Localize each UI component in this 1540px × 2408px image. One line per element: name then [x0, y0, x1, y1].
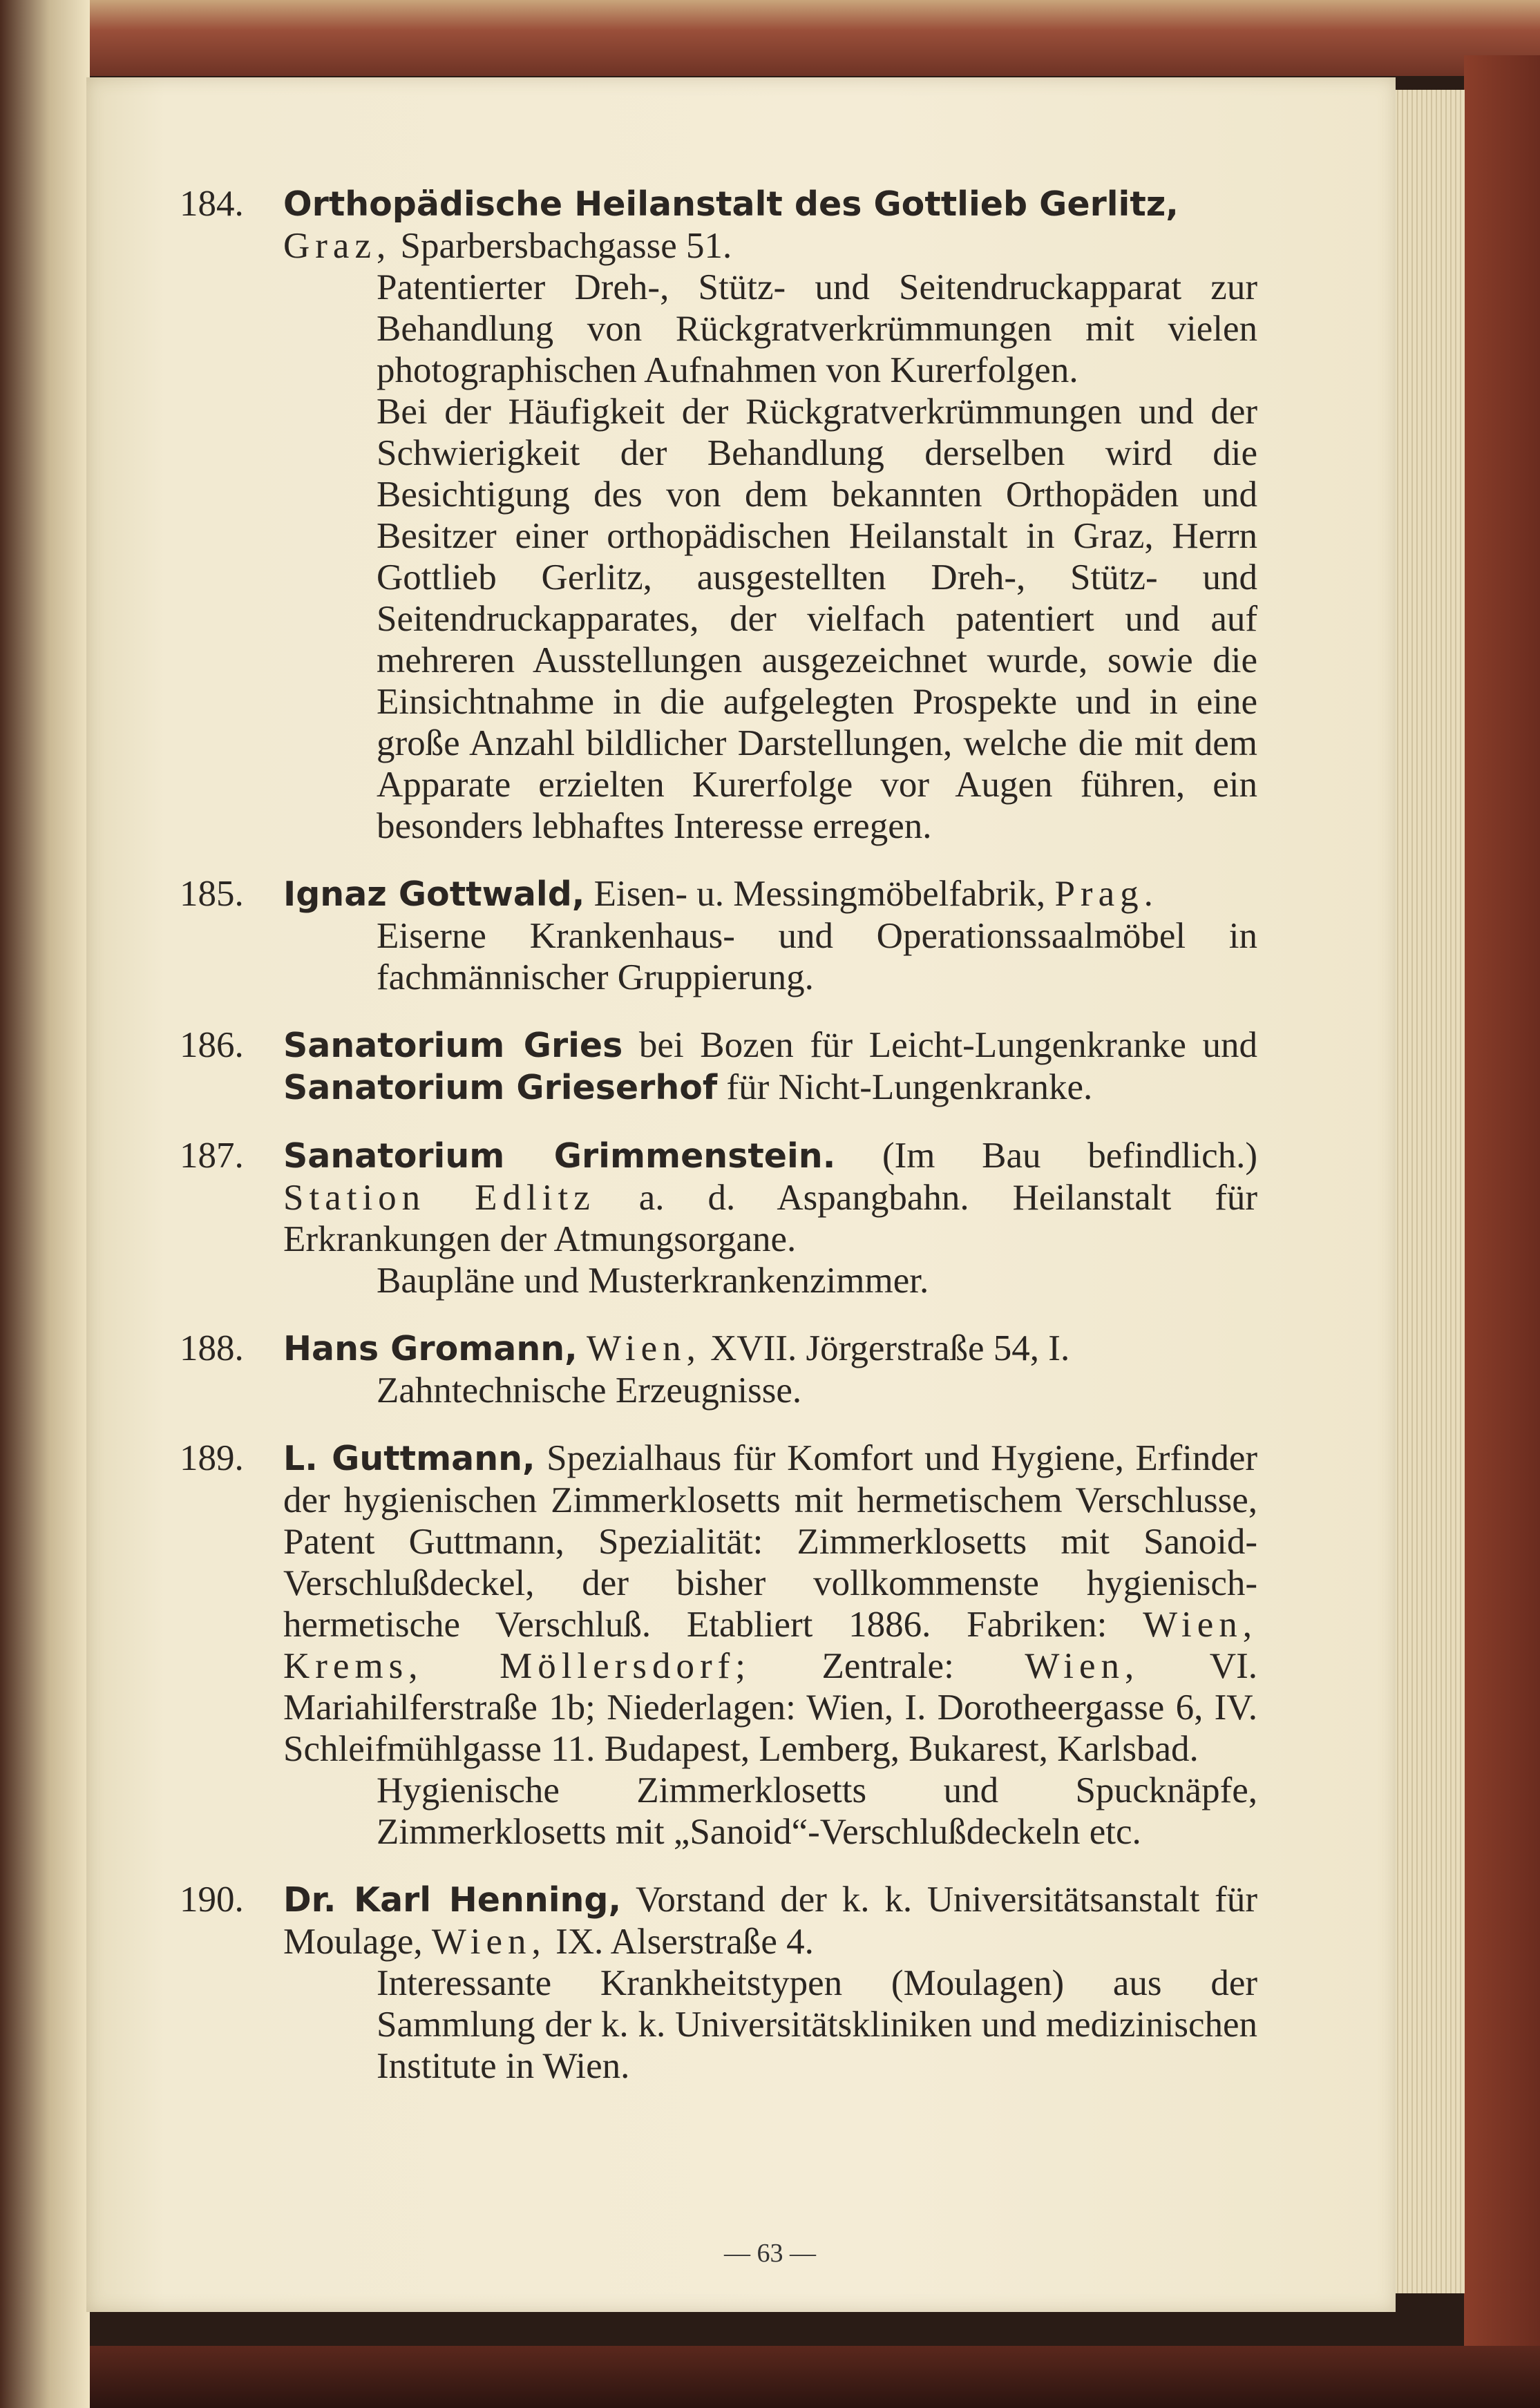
entry-name: Hans Gromann,: [283, 1329, 578, 1368]
entry-status: (Im Bau befindlich.): [835, 1136, 1257, 1176]
entry-number: 188.: [180, 1328, 244, 1368]
entry-name: Sanatorium Gries: [283, 1026, 623, 1065]
entry-address: Sparbersbachgasse 51.: [391, 226, 732, 266]
entry-text: [180, 1024, 1257, 1109]
entry-station: Station Edlitz: [283, 1178, 596, 1218]
entry-address: IX. Alserstraße 4.: [546, 1922, 814, 1962]
entry-description: Patentierter Dreh-, Stütz- und Seitendruckapparat zur Behandlung von Rückgratverkrümmungen mit vielen photographischen Aufnahmen von Kurerfolgen.: [377, 267, 1257, 390]
page-edges: [1389, 90, 1465, 2293]
entry-name: Sanatorium Grimmenstein.: [283, 1136, 836, 1176]
catalog-entries: [180, 183, 1257, 2113]
entry-description: Baupläne und Musterkrankenzimmer.: [377, 1261, 929, 1301]
entry-188: [180, 1328, 1257, 1411]
entry-name-2: Sanatorium Grieserhof: [283, 1068, 718, 1107]
entry-185: [180, 873, 1257, 998]
entry-description: Zahntechnische Erzeugnisse.: [377, 1370, 802, 1411]
entry-factory-cities: Wien, Krems, Möllersdorf;: [283, 1605, 1257, 1686]
entry-role: Vorstand der k. k. Universitätsanstalt für Moulage,: [283, 1880, 1257, 1962]
entry-text: [180, 1879, 1257, 2087]
entry-city: Graz,: [283, 226, 392, 266]
entry-description-2: Bei der Häufigkeit der Rückgratverkrümmungen und der Schwierigkeit der Behandlung derselben wird die Besichtigung des von dem bekannten Orthopäden und Besitzer einer orthopädischen Heilanstalt in Graz, Herrn Gottlieb Gerlitz, ausgestellten Dreh-, Stütz- und Seitendruckapparates, der vielfach patentiert und auf mehreren Ausstellungen ausgezeichnet wurde, sowie die Einsichtnahme in die aufgelegten Prospekte und in eine große Anzahl bildlicher Darstellungen, welche die mit dem Apparate erzielten Kurerfolge vor Augen führen, ein besonders lebhaftes Interesse erregen.: [377, 392, 1257, 846]
entry-text: [180, 1437, 1257, 1853]
entry-description: Eiserne Krankenhaus- und Operationssaalmöbel in fachmännischer Gruppierung.: [377, 916, 1257, 997]
entry-number: 189.: [180, 1438, 244, 1478]
entry-187: [180, 1135, 1257, 1301]
entry-text: [180, 1135, 1257, 1301]
entry-address: XVII. Jörgerstraße 54, I.: [701, 1328, 1070, 1368]
entry-text: [180, 1328, 1257, 1411]
book-cover-bottom: [0, 2346, 1540, 2408]
entry-name: Dr. Karl Henning,: [283, 1880, 622, 1920]
entry-name: Ignaz Gottwald,: [283, 875, 585, 914]
entry-city: Prag.: [1054, 874, 1159, 914]
entry-number: 184.: [180, 184, 244, 224]
entry-branches: VI. Mariahilferstraße 1b; Niederlagen: Wien, I. Dorotheergasse 6, IV. Schleifmühlgasse 11. Budapest, Lemberg, Bukarest, Karlsbad.: [283, 1646, 1257, 1769]
entry-company-text: Spezialhaus für Komfort und Hygiene, Erfinder der hygienischen Zimmerklosetts mit hermetischem Verschlusse, Patent Guttmann, Spezialität: Zimmerklosetts mit Sanoid-Verschlußdeckel, der bisher vollkommenste hygienisch-hermetische Verschluß. Etabliert 1886. Fabriken:: [283, 1438, 1257, 1645]
entry-business: Eisen- u. Messingmöbelfabrik,: [584, 874, 1046, 914]
entry-number: 185.: [180, 874, 244, 914]
entry-tail-text: für Nicht-Lungenkranke.: [717, 1067, 1093, 1107]
book-binding-left: [0, 0, 90, 2408]
entry-186: [180, 1024, 1257, 1109]
entry-city: Wien,: [587, 1328, 701, 1368]
entry-name: L. Guttmann,: [283, 1439, 535, 1478]
page-number: — 63 —: [724, 2239, 816, 2268]
book-cover-top: [0, 0, 1540, 76]
entry-city: Wien,: [1025, 1646, 1140, 1686]
entry-description: Hygienische Zimmerklosetts und Spucknäpfe, Zimmerklosetts mit „Sanoid“-Verschlußdeckeln etc.: [377, 1770, 1257, 1852]
entry-189: [180, 1437, 1257, 1853]
entry-name: Orthopädische Heilanstalt des Gottlieb Gerlitz,: [283, 184, 1179, 224]
entry-description: Interessante Krankheitstypen (Moulagen) aus der Sammlung der k. k. Universitätskliniken und medizinischen Institute in Wien.: [377, 1963, 1257, 2086]
entry-text: [180, 873, 1257, 998]
entry-number: 186.: [180, 1025, 244, 1065]
entry-location: a. d. Aspangbahn. Heilanstalt für Erkrankungen der Atmungsorgane.: [283, 1178, 1257, 1259]
entry-184: [180, 183, 1257, 847]
entry-number: 187.: [180, 1136, 244, 1176]
entry-middle-text: bei Bozen für Leicht-Lungenkranke und: [622, 1025, 1257, 1065]
entry-city: Wien,: [431, 1922, 546, 1962]
book-cover-right: [1464, 55, 1540, 2356]
entry-headquarters-label: Zentrale:: [750, 1646, 1025, 1686]
entry-190: [180, 1879, 1257, 2087]
entry-text: [180, 183, 1257, 847]
entry-number: 190.: [180, 1880, 244, 1920]
